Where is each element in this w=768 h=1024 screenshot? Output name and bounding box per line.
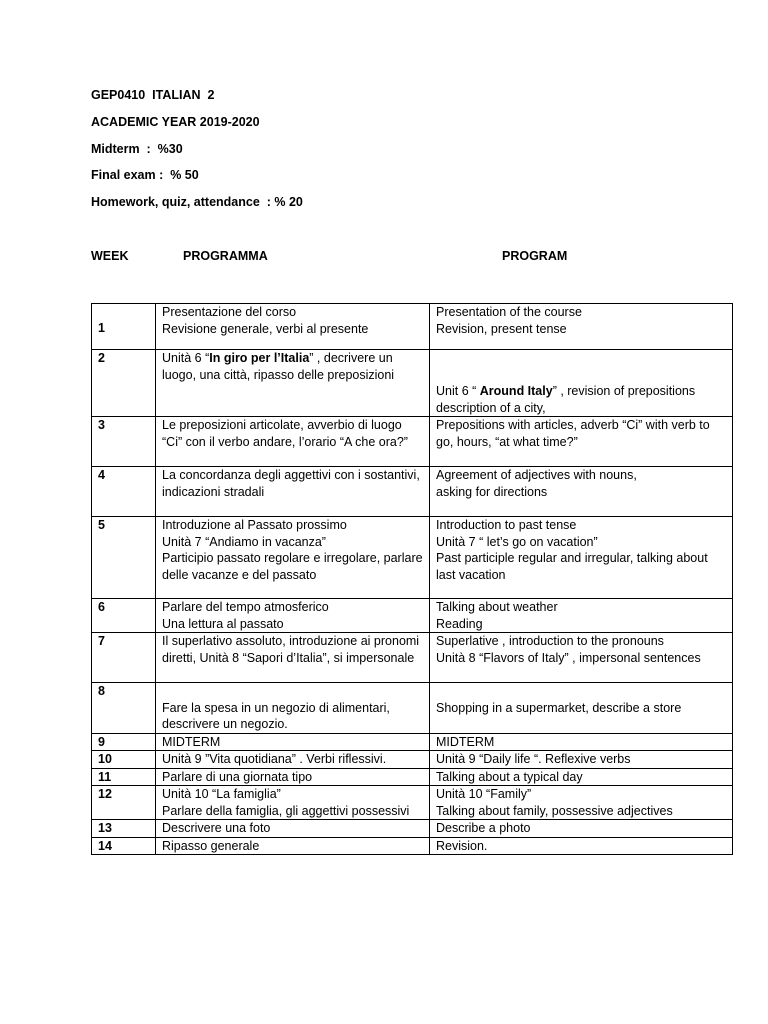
schedule-row	[92, 417, 733, 467]
programma-text: Unità 10 “La famiglia” Parlare della famiglia, gli aggettivi possessivi	[162, 787, 410, 818]
program-text: Describe a photo	[436, 821, 531, 835]
week-number: 4	[92, 467, 156, 517]
week-number: 2	[92, 350, 156, 417]
week-number: 8	[92, 683, 156, 734]
program-text: Talking about weather Reading	[436, 600, 558, 631]
program-text: Talking about a typical day	[436, 769, 583, 784]
programma-text: Unità 9 ”Vita quotidiana” . Verbi riflessivi.	[162, 752, 387, 766]
programma-text: Descrivere una foto	[162, 821, 271, 835]
week-number: 3	[92, 417, 156, 467]
programma-text: ” , decrivere un luogo, una città, ripasso delle preposizioni	[162, 351, 395, 382]
academic-year: ACADEMIC YEAR 2019-2020	[91, 115, 260, 129]
schedule-row	[92, 683, 733, 734]
schedule-row	[92, 599, 733, 633]
programma-text: Il superlativo assoluto, introduzione ai pronomi diretti, Unità 8 “Sapori d’Italia”, si impersonale	[162, 634, 420, 665]
program-text: Unit 6 “	[436, 384, 477, 398]
programma-text: Introduzione al Passato prossimo Unità 7 “Andiamo in vacanza” Participio passato regolare e irregolare, parlare delle vacanze e del passato	[162, 518, 423, 582]
program-text: MIDTERM	[436, 734, 495, 749]
programma-text: MIDTERM	[162, 734, 221, 749]
program-text: Superlative , introduction to the pronouns Unità 8 “Flavors of Italy” , impersonal sentences	[436, 634, 701, 665]
programma-cell	[156, 417, 430, 467]
week-number: 6	[92, 599, 156, 633]
programma-cell	[156, 786, 430, 820]
schedule-row	[92, 786, 733, 820]
programma-cell	[156, 837, 430, 855]
programma-cell	[156, 633, 430, 683]
schedule-row	[92, 350, 733, 417]
programma-column-heading: PROGRAMMA	[183, 249, 268, 263]
midterm-weight: Midterm : %30	[91, 142, 183, 156]
program-column-heading: PROGRAM	[502, 249, 568, 263]
programma-cell	[156, 820, 430, 838]
program-text: Around Italy	[479, 384, 553, 398]
schedule-row	[92, 768, 733, 786]
program-cell	[430, 467, 733, 517]
week-number: 7	[92, 633, 156, 683]
programma-text: In giro per l’Italia	[209, 351, 310, 365]
schedule-row	[92, 304, 733, 350]
program-cell	[430, 683, 733, 734]
program-text: Unità 9 “Daily life “. Reflexive verbs	[436, 752, 631, 766]
programma-text: Unità 6 “	[162, 351, 210, 365]
week-number: 13	[92, 820, 156, 838]
programma-cell	[156, 467, 430, 517]
schedule-row	[92, 837, 733, 855]
program-cell	[430, 350, 733, 417]
programma-cell	[156, 683, 430, 734]
program-cell	[430, 786, 733, 820]
week-number: 5	[92, 517, 156, 599]
program-cell	[430, 733, 733, 751]
programma-text: Le preposizioni articolate, avverbio di luogo “Ci” con il verbo andare, l’orario “A che ora?”	[162, 418, 408, 449]
programma-cell	[156, 517, 430, 599]
program-cell	[430, 768, 733, 786]
week-number: 9	[92, 733, 156, 751]
programma-text: Fare la spesa in un negozio di alimentari, descrivere un negozio.	[162, 700, 390, 731]
schedule-row	[92, 733, 733, 751]
week-number: 10	[92, 751, 156, 769]
programma-text: Presentazione del corso Revisione generale, verbi al presente	[162, 305, 369, 336]
week-column-heading: WEEK	[91, 249, 129, 263]
program-cell	[430, 820, 733, 838]
schedule-row	[92, 467, 733, 517]
week-number: 12	[92, 786, 156, 820]
program-cell	[430, 304, 733, 350]
programma-cell	[156, 304, 430, 350]
program-text: Shopping in a supermarket, describe a store	[436, 700, 682, 715]
schedule-table	[91, 303, 733, 855]
program-cell	[430, 751, 733, 769]
schedule-row	[92, 751, 733, 769]
schedule-row	[92, 820, 733, 838]
programma-text: La concordanza degli aggettivi con i sostantivi, indicazioni stradali	[162, 468, 420, 499]
programma-cell	[156, 599, 430, 633]
program-text: ” , revision of prepositions description of a city,	[436, 384, 696, 415]
program-text: Presentation of the course Revision, present tense	[436, 305, 582, 336]
program-text: Prepositions with articles, adverb “Ci” with verb to go, hours, “at what time?”	[436, 418, 710, 449]
homework-weight: Homework, quiz, attendance : % 20	[91, 195, 303, 209]
programma-cell	[156, 751, 430, 769]
week-number: 1	[92, 304, 156, 350]
program-cell	[430, 633, 733, 683]
schedule-row	[92, 517, 733, 599]
program-cell	[430, 517, 733, 599]
programma-cell	[156, 768, 430, 786]
program-cell	[430, 417, 733, 467]
programma-text: Parlare del tempo atmosferico Una lettura al passato	[162, 600, 329, 631]
week-number: 14	[92, 837, 156, 855]
programma-text: Parlare di una giornata tipo	[162, 769, 313, 784]
program-cell	[430, 837, 733, 855]
programma-text: Ripasso generale	[162, 838, 260, 853]
program-text: Agreement of adjectives with nouns, asking for directions	[436, 468, 637, 499]
programma-cell	[156, 733, 430, 751]
program-text: Unità 10 “Family” Talking about family, possessive adjectives	[436, 787, 673, 818]
schedule-row	[92, 633, 733, 683]
program-text: Introduction to past tense Unità 7 “ let’s go on vacation” Past participle regular and irregular, talking about last vacation	[436, 518, 708, 582]
program-text: Revision.	[436, 838, 488, 853]
programma-cell	[156, 350, 430, 417]
schedule-body	[92, 304, 733, 855]
course-title: GEP0410 ITALIAN 2	[91, 88, 215, 102]
week-number: 11	[92, 768, 156, 786]
final-exam-weight: Final exam : % 50	[91, 168, 199, 182]
program-cell	[430, 599, 733, 633]
